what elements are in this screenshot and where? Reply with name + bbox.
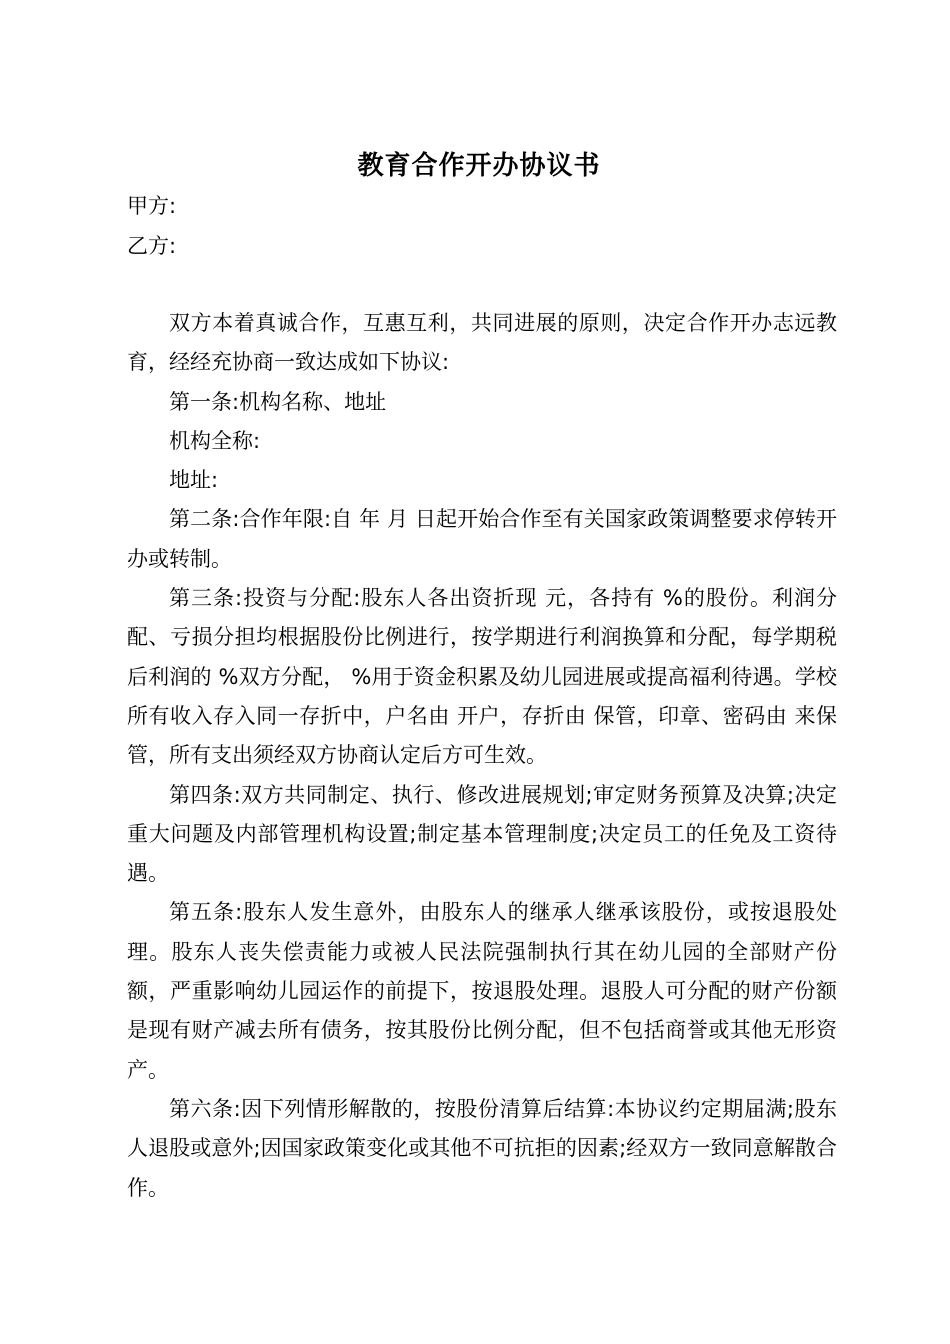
article-5-paragraph: 第五条:股东人发生意外，由股东人的继承人继承该股份，或按退股处理。股东人丧失偿责能力或被人民法院强制执行其在幼儿园的全部财产份额，严重影响幼儿园运作的前提下，按退股处理。退股人可分配的财产份额是现有财产减去所有债务，按其股份比例分配，但不包括商誉或其他无形资产。 xyxy=(127,900,837,1082)
article-4-paragraph: 第四条:双方共同制定、执行、修改进展规划;审定财务预算及决算;决定重大问题及内部管理机构设置;制定基本管理制度;决定员工的任免及工资待遇。 xyxy=(127,782,837,886)
intro-paragraph: 双方本着真诚合作，互惠互利，共同进展的原则，决定合作开办志远教育，经经充协商一致达成如下协议: xyxy=(127,311,837,375)
article-1-heading: 第一条:机构名称、地址 xyxy=(169,389,387,414)
document-title: 教育合作开办协议书 xyxy=(357,151,601,181)
article-2-paragraph: 第二条:合作年限:自 年 月 日起开始合作至有关国家政策调整要求停转开办或转制。 xyxy=(127,507,837,571)
article-6-paragraph: 第六条:因下列情形解散的，按股份清算后结算:本协议约定期届满;股东人退股或意外;因国家政策变化或其他不可抗拒的因素;经双方一致同意解散合作。 xyxy=(127,1096,837,1200)
address-line: 地址: xyxy=(169,468,219,493)
article-3-paragraph: 第三条:投资与分配:股东人各出资折现 元，各持有 %的股份。利润分配、亏损分担均根据股份比例进行，按学期进行利润换算和分配，每学期税后利润的 %双方分配， %用于资金积累及幼儿园进展或提高福利待遇。学校所有收入存入同一存折中，户名由 开户，存折由 保管，印章、密码由 来保管，所有支出须经双方协商认定后方可生效。 xyxy=(127,586,837,768)
party-b-label: 乙方: xyxy=(127,234,177,258)
agreement-body xyxy=(127,304,837,1208)
party-a-label: 甲方: xyxy=(127,194,177,218)
institution-name-line: 机构全称: xyxy=(169,428,261,453)
